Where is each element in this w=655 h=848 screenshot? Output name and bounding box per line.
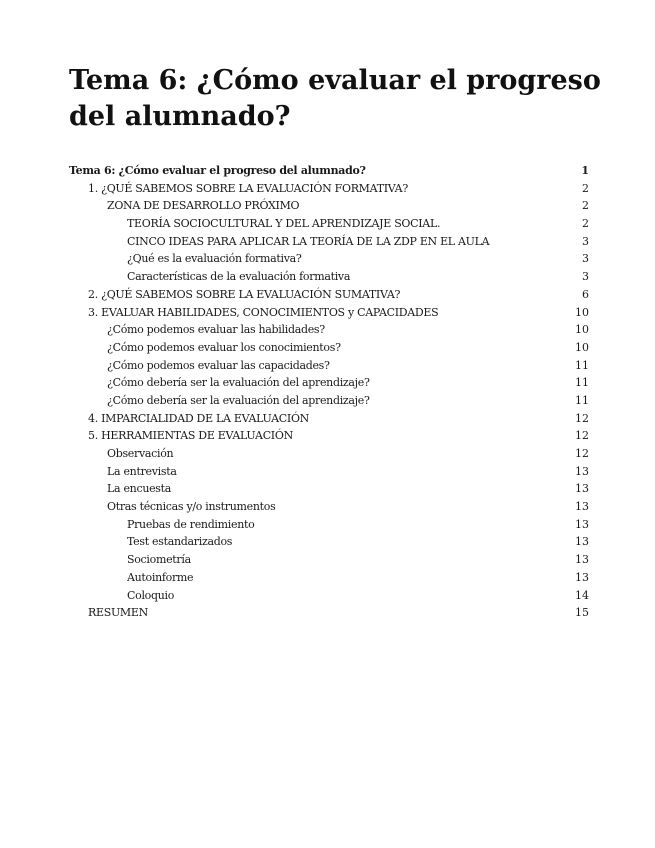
toc-entry-text: 2. ¿QUÉ SABEMOS SOBRE LA EVALUACIÓN SUMATIVA?	[88, 287, 401, 301]
toc-entry[interactable]	[69, 587, 589, 605]
toc-entry-text: Sociometría	[127, 553, 191, 567]
toc-entry-text: Características de la evaluación formativa	[127, 270, 351, 284]
toc-entry-text: Otras técnicas y/o instrumentos	[107, 500, 276, 514]
toc-entry-text: 3. EVALUAR HABILIDADES, CONOCIMIENTOS y CAPACIDADES	[88, 305, 439, 319]
toc-entry-text: Test estandarizados	[127, 535, 233, 549]
toc-entry-page: 12	[575, 447, 589, 460]
toc-entry-page: 2	[582, 217, 589, 231]
toc-entry[interactable]	[69, 250, 589, 268]
toc-entry-text: ¿Cómo podemos evaluar los conocimientos?	[107, 340, 341, 354]
toc-entry-text: 4. IMPARCIALIDAD DE LA EVALUACIÓN	[88, 411, 309, 425]
toc-entry[interactable]	[69, 569, 589, 587]
toc-entry-text: Coloquio	[127, 588, 175, 602]
toc-entry[interactable]	[69, 233, 589, 251]
toc-entry[interactable]	[69, 427, 589, 445]
toc-entry[interactable]	[69, 304, 589, 322]
page-title: Tema 6: ¿Cómo evaluar el progreso del alumnado?	[69, 65, 601, 132]
toc-entry-text: TEORÍA SOCIOCULTURAL Y DEL APRENDIZAJE SOCIAL.	[127, 217, 441, 231]
toc-entry-text: Pruebas de rendimiento	[127, 517, 255, 531]
toc-entry-text: 5. HERRAMIENTAS DE EVALUACIÓN	[88, 429, 293, 443]
toc-entry-page: 3	[582, 234, 589, 248]
toc-entry-page: 11	[575, 376, 589, 390]
toc-entry-text: CINCO IDEAS PARA APLICAR LA TEORÍA DE LA ZDP EN EL AULA	[127, 234, 490, 248]
toc-entry[interactable]	[69, 551, 589, 569]
toc-entry-page: 10	[575, 305, 589, 319]
toc-entry[interactable]	[69, 410, 589, 428]
toc-entry-text: ¿Qué es la evaluación formativa?	[127, 252, 302, 266]
toc-entry-page: 12	[575, 429, 589, 443]
toc-entry[interactable]	[69, 180, 589, 198]
toc-entry[interactable]	[69, 604, 589, 622]
toc-entry-text: ¿Cómo debería ser la evaluación del aprendizaje?	[107, 376, 370, 390]
toc-entry-page: 15	[575, 606, 589, 620]
toc-entry-page: 13	[575, 553, 589, 567]
table-of-contents	[69, 162, 589, 622]
toc-entry-text: RESUMEN	[88, 606, 148, 620]
toc-entry[interactable]	[69, 516, 589, 534]
toc-entry[interactable]	[69, 392, 589, 410]
toc-entry[interactable]	[69, 268, 589, 286]
toc-entry-page: 13	[575, 517, 589, 531]
toc-entry-text: ¿Cómo debería ser la evaluación del aprendizaje?	[107, 393, 370, 407]
toc-entry[interactable]	[69, 197, 589, 215]
toc-entry[interactable]	[69, 162, 589, 180]
toc-entry-page: 13	[575, 535, 589, 549]
toc-entry[interactable]	[69, 215, 589, 233]
toc-entry-page: 2	[582, 199, 589, 213]
toc-entry[interactable]	[69, 374, 589, 392]
toc-entry[interactable]	[69, 463, 589, 481]
toc-entry-text: La encuesta	[107, 482, 172, 496]
toc-entry-page: 13	[575, 464, 589, 478]
toc-entry-page: 12	[575, 411, 589, 425]
toc-entry-page: 14	[575, 588, 589, 602]
toc-entry-page: 13	[575, 570, 589, 584]
toc-entry-text: 1. ¿QUÉ SABEMOS SOBRE LA EVALUACIÓN FORMATIVA?	[88, 181, 408, 195]
toc-entry[interactable]	[69, 533, 589, 551]
toc-entry[interactable]	[69, 498, 589, 516]
toc-entry[interactable]	[69, 321, 589, 339]
toc-entry-page: 13	[575, 500, 589, 514]
toc-entry-page: 2	[582, 181, 589, 195]
toc-entry-page: 1	[581, 164, 589, 177]
toc-entry-page: 10	[575, 340, 589, 354]
toc-entry-text: Observación	[107, 447, 174, 460]
toc-entry[interactable]	[69, 286, 589, 304]
toc-entry-text: Autoinforme	[127, 570, 194, 584]
toc-entry-page: 10	[575, 323, 589, 337]
toc-entry-page: 11	[575, 393, 589, 407]
toc-entry[interactable]	[69, 445, 589, 463]
toc-entry-text: Tema 6: ¿Cómo evaluar el progreso del alumnado?	[69, 164, 366, 177]
toc-entry-text: ZONA DE DESARROLLO PRÓXIMO	[107, 199, 300, 213]
toc-entry-text: ¿Cómo podemos evaluar las capacidades?	[107, 358, 330, 372]
toc-entry[interactable]	[69, 339, 589, 357]
toc-entry-page: 3	[582, 252, 589, 266]
toc-entry-text: ¿Cómo podemos evaluar las habilidades?	[107, 323, 325, 337]
toc-entry-page: 6	[582, 287, 589, 301]
toc-entry-page: 11	[575, 358, 589, 372]
toc-entry-text: La entrevista	[107, 464, 177, 478]
toc-entry[interactable]	[69, 480, 589, 498]
toc-entry[interactable]	[69, 357, 589, 375]
toc-entry-page: 13	[575, 482, 589, 496]
toc-entry-page: 3	[582, 270, 589, 284]
